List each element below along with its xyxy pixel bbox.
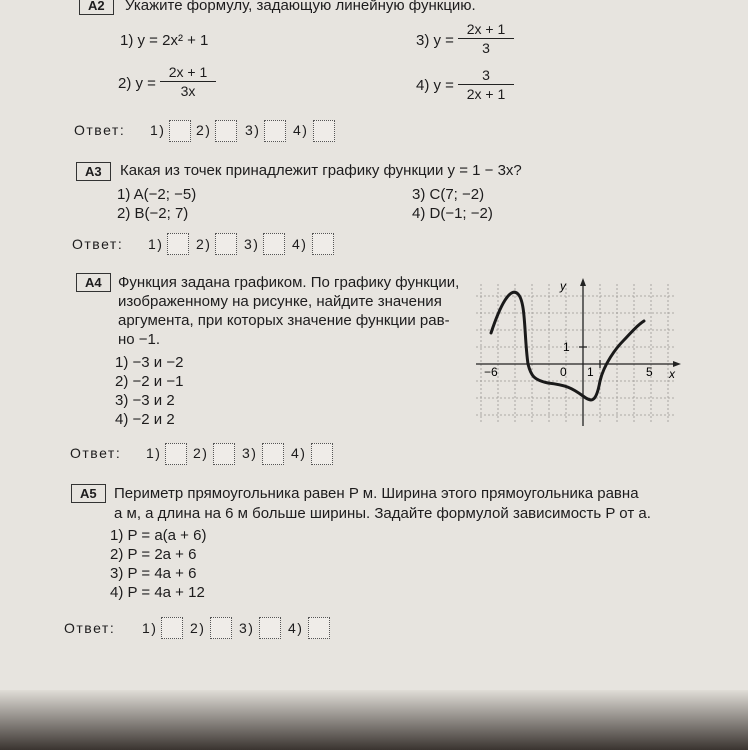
a2-option-3-prefix: 3) y = bbox=[416, 32, 454, 49]
task-a5-question-line-1: Периметр прямоугольника равен P м. Ширина этого прямоугольника равна bbox=[114, 485, 639, 502]
answer-num-1: 1) bbox=[148, 236, 164, 252]
answer-box-1[interactable] bbox=[161, 617, 183, 639]
y-axis-label: y bbox=[560, 279, 566, 293]
a5-option-3: 3) P = 4a + 6 bbox=[110, 565, 197, 582]
a2-option-3-fraction bbox=[458, 20, 514, 57]
x-axis-label: x bbox=[669, 367, 675, 381]
answer-box-4[interactable] bbox=[312, 233, 334, 255]
answer-num-1: 1) bbox=[142, 620, 158, 636]
a4-option-3: 3) −3 и 2 bbox=[115, 392, 175, 409]
task-a2-question: Укажите формулу, задающую линейную функцию. bbox=[125, 0, 476, 14]
answer-num-4: 4) bbox=[292, 236, 308, 252]
a3-option-4: 4) D(−1; −2) bbox=[412, 205, 493, 222]
task-a4-question-line-4: но −1. bbox=[118, 331, 161, 348]
a4-option-4: 4) −2 и 2 bbox=[115, 411, 175, 428]
answer-num-4: 4) bbox=[293, 122, 309, 138]
a2-option-3-numerator: 2x + 1 bbox=[458, 20, 514, 39]
task-label-a3: A3 bbox=[76, 162, 111, 181]
a2-option-2-fraction bbox=[160, 63, 216, 100]
answer-num-3: 3) bbox=[242, 445, 258, 461]
y-tick-label-1: 1 bbox=[563, 340, 570, 354]
answer-num-1: 1) bbox=[146, 445, 162, 461]
answer-box-3[interactable] bbox=[263, 233, 285, 255]
x-tick-label-neg6: −6 bbox=[484, 365, 498, 379]
answer-box-1[interactable] bbox=[167, 233, 189, 255]
answer-num-3: 3) bbox=[239, 620, 255, 636]
a2-option-2-prefix: 2) y = bbox=[118, 75, 156, 92]
task-a3-question: Какая из точек принадлежит графику функции y = 1 − 3x? bbox=[120, 162, 522, 179]
answer-label: Ответ: bbox=[70, 445, 122, 461]
answer-num-3: 3) bbox=[244, 236, 260, 252]
task-label-a4: A4 bbox=[76, 273, 111, 292]
a2-option-2-numerator: 2x + 1 bbox=[160, 63, 216, 82]
answer-num-2: 2) bbox=[190, 620, 206, 636]
a3-option-3: 3) C(7; −2) bbox=[412, 186, 485, 203]
answer-box-4[interactable] bbox=[311, 443, 333, 465]
a4-option-2: 2) −2 и −1 bbox=[115, 373, 184, 390]
graph-grid bbox=[476, 284, 676, 422]
answer-num-4: 4) bbox=[291, 445, 307, 461]
task-label-a5: A5 bbox=[71, 484, 106, 503]
answer-label: Ответ: bbox=[64, 620, 116, 636]
a3-option-1: 1) A(−2; −5) bbox=[117, 186, 197, 203]
a2-option-4-prefix: 4) y = bbox=[416, 77, 454, 94]
a2-option-4-denominator: 2x + 1 bbox=[466, 86, 506, 102]
answer-num-1: 1) bbox=[150, 122, 166, 138]
answer-box-4[interactable] bbox=[313, 120, 335, 142]
task-a5-question-line-2: a м, а длина на 6 м больше ширины. Задайте формулой зависимость P от a. bbox=[114, 505, 651, 522]
answer-box-2[interactable] bbox=[213, 443, 235, 465]
answer-box-1[interactable] bbox=[169, 120, 191, 142]
answer-label: Ответ: bbox=[72, 236, 124, 252]
answer-num-4: 4) bbox=[288, 620, 304, 636]
answer-box-1[interactable] bbox=[165, 443, 187, 465]
a4-option-1: 1) −3 и −2 bbox=[115, 354, 184, 371]
a2-option-4-fraction bbox=[458, 66, 514, 103]
a2-option-1: 1) y = 2x² + 1 bbox=[120, 32, 209, 49]
x-tick-label-1: 1 bbox=[587, 365, 594, 379]
a5-option-4: 4) P = 4a + 12 bbox=[110, 584, 205, 601]
answer-box-3[interactable] bbox=[262, 443, 284, 465]
answer-label: Ответ: bbox=[74, 122, 126, 138]
a2-option-2-denominator: 3x bbox=[180, 83, 196, 99]
answer-num-2: 2) bbox=[196, 122, 212, 138]
a5-option-1: 1) P = a(a + 6) bbox=[110, 527, 207, 544]
function-graph bbox=[476, 276, 681, 428]
task-a4-question-line-2: изображенному на рисунке, найдите значения bbox=[118, 293, 442, 310]
a2-option-3-denominator: 3 bbox=[482, 40, 490, 56]
task-a4-question-line-3: аргумента, при которых значение функции рав- bbox=[118, 312, 450, 329]
answer-box-4[interactable] bbox=[308, 617, 330, 639]
page-bottom-shadow bbox=[0, 690, 748, 750]
task-a4-question-line-1: Функция задана графиком. По графику функции, bbox=[118, 274, 460, 291]
x-tick-label-5: 5 bbox=[646, 365, 653, 379]
answer-box-3[interactable] bbox=[259, 617, 281, 639]
a2-option-4-numerator: 3 bbox=[458, 66, 514, 85]
a5-option-2: 2) P = 2a + 6 bbox=[110, 546, 197, 563]
origin-label: 0 bbox=[560, 365, 567, 379]
answer-num-2: 2) bbox=[193, 445, 209, 461]
answer-box-2[interactable] bbox=[215, 233, 237, 255]
answer-num-2: 2) bbox=[196, 236, 212, 252]
a3-option-2: 2) B(−2; 7) bbox=[117, 205, 189, 222]
answer-box-3[interactable] bbox=[264, 120, 286, 142]
task-label-a2: A2 bbox=[79, 0, 114, 15]
answer-num-3: 3) bbox=[245, 122, 261, 138]
y-axis-arrow-icon bbox=[580, 278, 586, 286]
answer-box-2[interactable] bbox=[210, 617, 232, 639]
answer-box-2[interactable] bbox=[215, 120, 237, 142]
